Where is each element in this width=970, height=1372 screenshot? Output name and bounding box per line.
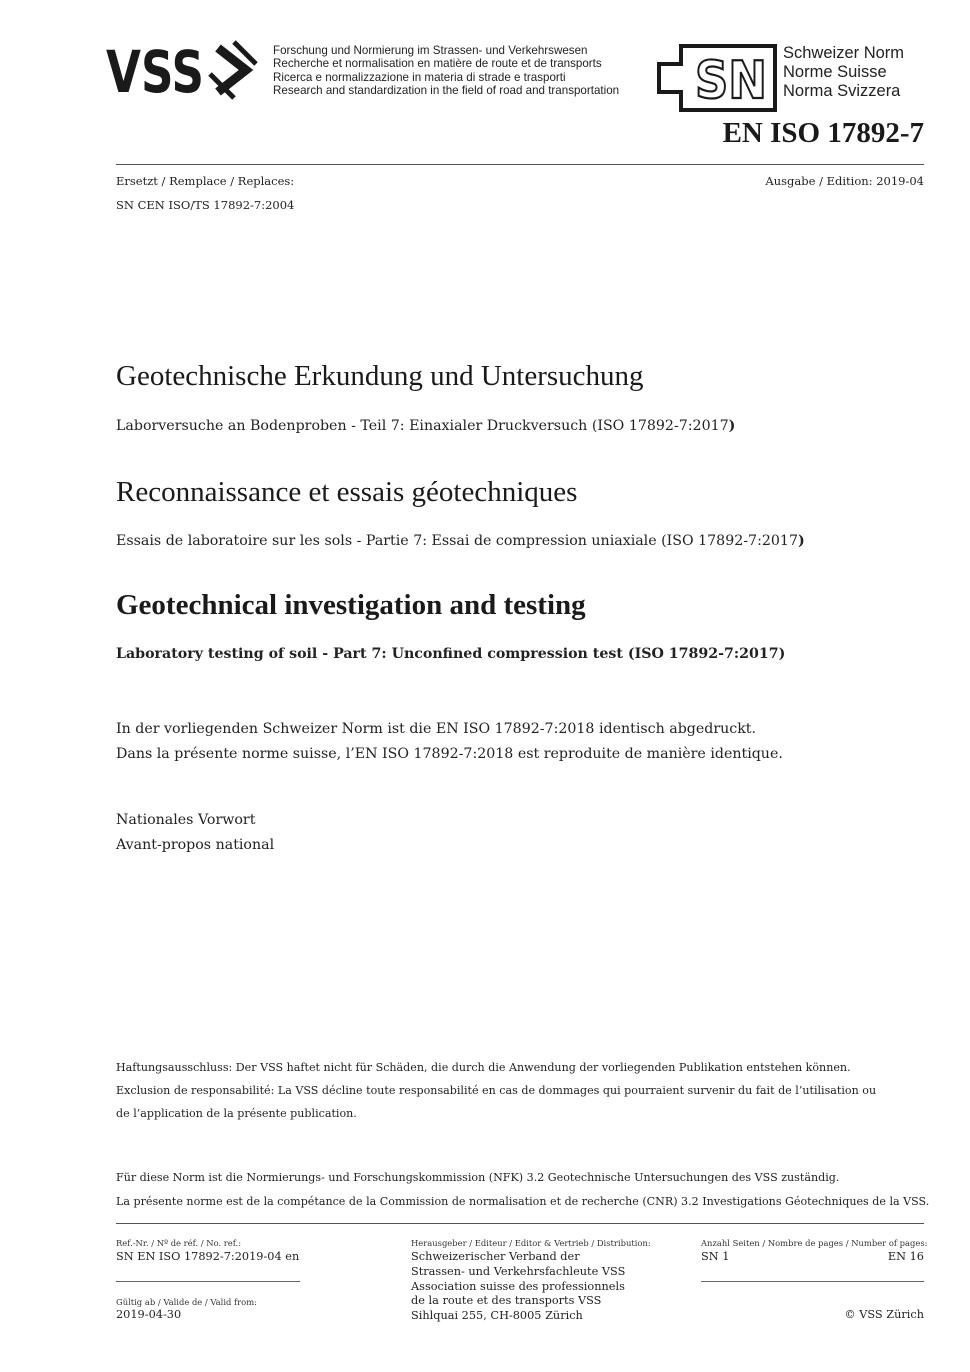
sn-logo-text: SN <box>695 51 767 111</box>
header-rule <box>116 164 924 165</box>
publisher-line: Association suisse des professionnels <box>411 1279 625 1293</box>
pages-label: Anzahl Seiten / Nombre de pages / Number of pages: <box>701 1238 928 1248</box>
vss-description-fr: Recherche et normalisation en matière de route et de transports <box>273 57 602 71</box>
publisher-line: Schweizerischer Verband der <box>411 1250 580 1263</box>
sn-names <box>783 44 904 101</box>
publisher-address <box>411 1250 625 1324</box>
vss-description-en: Research and standardization in the field of road and transportation <box>273 84 620 98</box>
identity-statement-de: In der vorliegenden Schweizer Norm ist die EN ISO 17892-7:2018 identisch abgedruckt. <box>116 721 757 737</box>
foreword-fr: Avant-propos national <box>116 837 275 853</box>
subtitle-en: Laboratory testing of soil - Part 7: Unconfined compression test (ISO 17892-7:2017) <box>116 646 786 662</box>
competence-de: Für diese Norm ist die Normierungs- und Forschungskommission (NFK) 3.2 Geotechnische Untersuchungen des VSS zuständig. <box>116 1171 840 1184</box>
sn-name-de: Schweizer Norm <box>783 44 905 62</box>
replaces-label: Ersetzt / Remplace / Replaces: <box>116 174 295 188</box>
ref-value: SN EN ISO 17892-7:2019-04 en <box>116 1250 300 1263</box>
pages-en: EN 16 <box>887 1250 924 1263</box>
subtitle-fr: Essais de laboratoire sur les sols - Partie 7: Essai de compression uniaxiale (ISO 17892-7:2017) <box>116 533 805 549</box>
title-fr: Reconnaissance et essais géotechniques <box>116 476 578 508</box>
foreword-de: Nationales Vorwort <box>116 812 256 828</box>
vss-description-de: Forschung und Normierung im Strassen- und Verkehrswesen <box>273 44 588 57</box>
replaces-value: SN CEN ISO/TS 17892-7:2004 <box>116 198 295 212</box>
standard-number: EN ISO 17892-7 <box>722 117 924 149</box>
competence-fr: La présente norme est de la compétance de la Commission de normalisation et de recherche (CNR) 3.2 Investigations Géotechniques de la VSS. <box>116 1195 930 1208</box>
publisher-line: Strassen- und Verkehrsfachleute VSS <box>411 1264 626 1278</box>
edition: Ausgabe / Edition: 2019-04 <box>765 174 924 188</box>
pages-divider <box>701 1281 924 1282</box>
pages-sn: SN 1 <box>701 1250 730 1263</box>
subtitle-de: Laborversuche an Bodenproben - Teil 7: Einaxialer Druckversuch (ISO 17892-7:2017) <box>116 418 736 434</box>
ref-label: Ref.-Nr. / Nº de réf. / No. ref.: <box>116 1238 242 1248</box>
disclaimer-de: Haftungsausschluss: Der VSS haftet nicht für Schäden, die durch die Anwendung der vorliegenden Publikation entstehen können. <box>116 1061 851 1074</box>
vss-logo <box>106 40 266 102</box>
publisher-line: Sihlquai 255, CH-8005 Zürich <box>411 1309 583 1323</box>
publisher-label: Herausgeber / Editeur / Editor & Vertrieb / Distribution: <box>411 1238 651 1248</box>
valid-label: Gültig ab / Valide de / Valid from: <box>116 1297 257 1307</box>
valid-value: 2019-04-30 <box>116 1308 182 1321</box>
copyright: © VSS Zürich <box>844 1308 924 1321</box>
vss-description <box>273 44 619 98</box>
sn-logo <box>657 44 787 112</box>
title-de: Geotechnische Erkundung und Untersuchung <box>116 360 644 392</box>
sn-name-it: Norma Svizzera <box>783 82 901 100</box>
disclaimer-fr-line2: de l’application de la présente publication. <box>116 1107 357 1120</box>
identity-statement-fr: Dans la présente norme suisse, l’EN ISO 17892-7:2018 est reproduite de manière identique. <box>116 746 783 762</box>
title-en: Geotechnical investigation and testing <box>116 589 586 621</box>
ref-divider <box>116 1281 300 1282</box>
vss-description-it: Ricerca e normalizzazione in materia di strade e trasporti <box>273 70 566 84</box>
vss-logo-text: VSS <box>106 40 204 102</box>
sn-name-fr: Norme Suisse <box>783 63 887 81</box>
footer-rule <box>116 1223 924 1224</box>
publisher-line: de la route et des transports VSS <box>411 1294 602 1308</box>
disclaimer-fr-line1: Exclusion de responsabilité: La VSS décline toute responsabilité en cas de dommages qui pourraient survenir du fait de l’utilisation ou <box>116 1084 877 1097</box>
